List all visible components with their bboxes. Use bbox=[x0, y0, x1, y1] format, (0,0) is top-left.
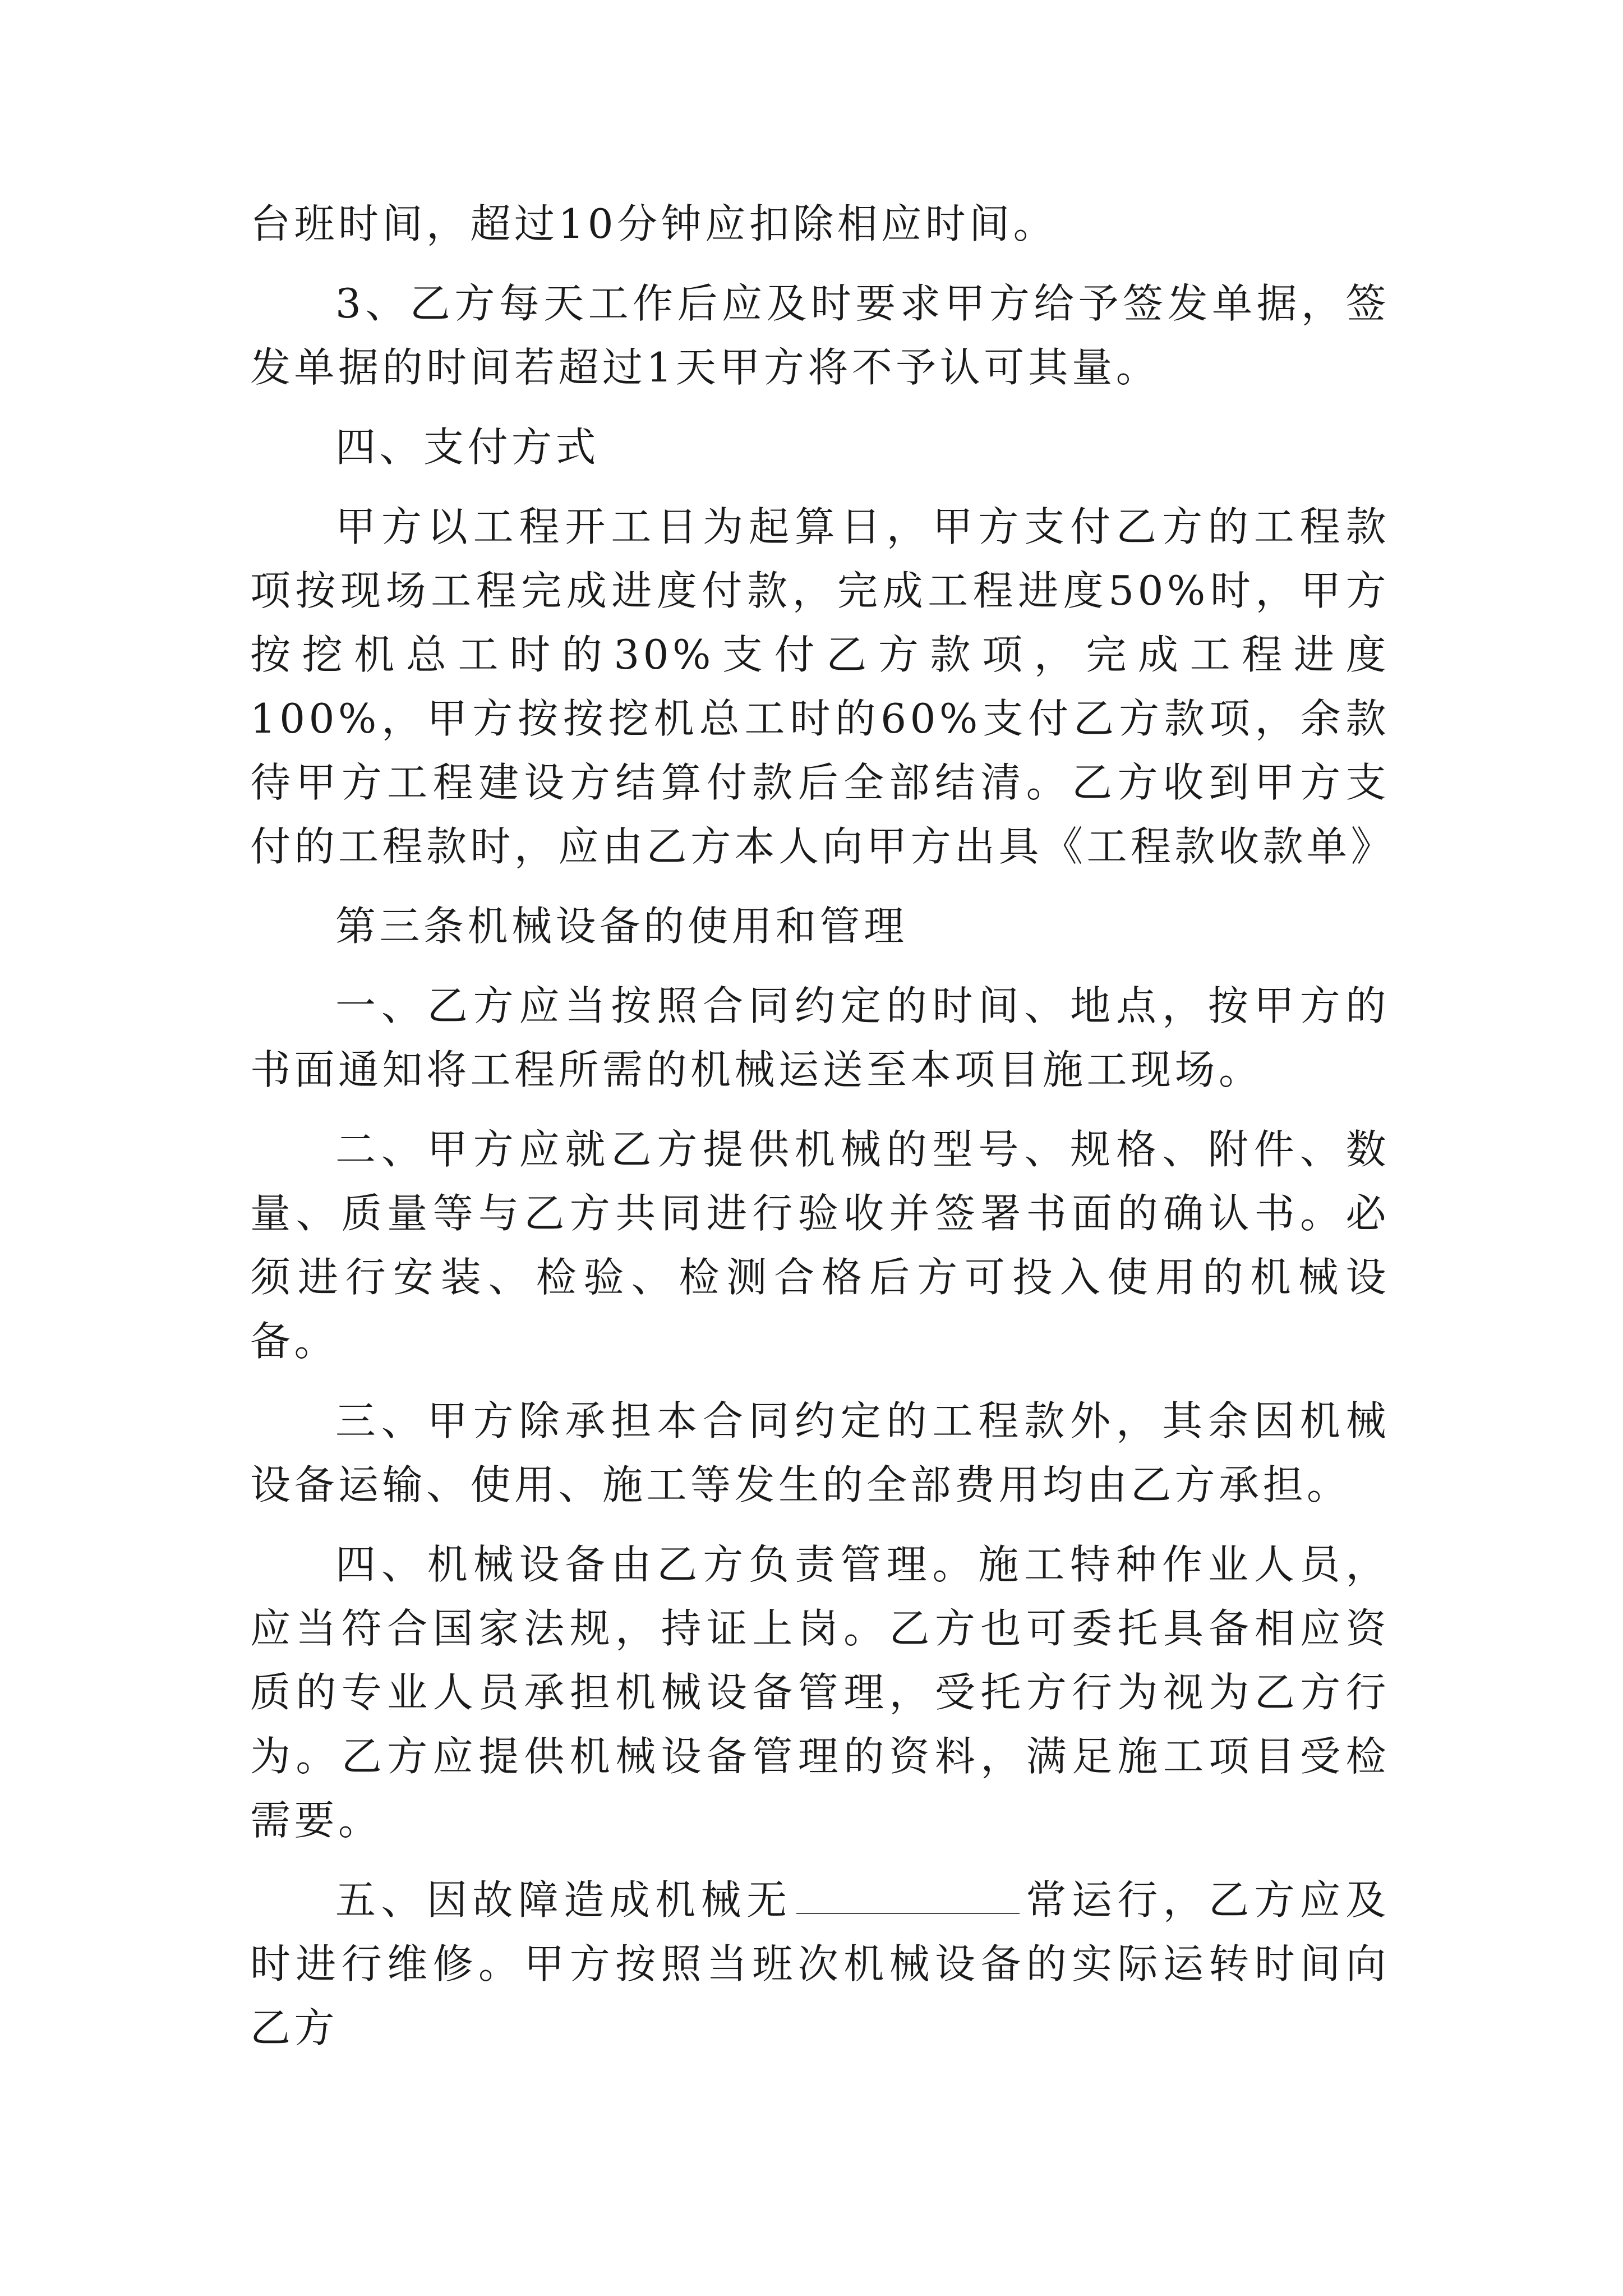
paragraph-item-1: 一、乙方应当按照合同约定的时间、地点，按甲方的书面通知将工程所需的机械运送至本项目施工现场。 bbox=[250, 982, 1390, 1093]
section-heading-payment: 四、支付方式 bbox=[335, 424, 600, 471]
paragraph-clause-3: 3、乙方每天工作后应及时要求甲方给予签发单据，签发单据的时间若超过1天甲方将不予认可其量。 bbox=[250, 280, 1390, 391]
fill-in-blank[interactable] bbox=[796, 1872, 1020, 1914]
paragraph-item-5-start: 五、因故障造成机械无 bbox=[335, 1876, 792, 1924]
paragraph-payment-terms: 甲方以工程开工日为起算日，甲方支付乙方的工程款项按现场工程完成进度付款，完成工程进度50%时，甲方按挖机总工时的30%支付乙方款项，完成工程进度100%，甲方按按挖机总工时的60%支付乙方款项，余款待甲方工程建设方结算付款后全部结清。乙方收到甲方支付的工程款时，应由乙方本人向甲方出具《工程款收款单》 bbox=[250, 503, 1395, 870]
paragraph-item-2: 二、甲方应就乙方提供机械的型号、规格、附件、数量、质量等与乙方共同进行验收并签署书面的确认书。必须进行安装、检验、检测合格后方可投入使用的机械设备。 bbox=[250, 1126, 1390, 1365]
paragraph-item-5 bbox=[250, 1868, 1390, 2060]
paragraph-item-5-end: 常运行，乙方应及时进行维修。甲方按照当班次机械设备的实际运转时间向乙方 bbox=[250, 1876, 1390, 2051]
paragraph-continuation: 台班时间，超过10分钟应扣除相应时间。 bbox=[250, 200, 1058, 247]
paragraph-item-3: 三、甲方除承担本合同约定的工程款外，其余因机械设备运输、使用、施工等发生的全部费用均由乙方承担。 bbox=[250, 1397, 1390, 1508]
document-body bbox=[250, 192, 1395, 2076]
paragraph-item-4: 四、机械设备由乙方负责管理。施工特种作业人员，应当符合国家法规，持证上岗。乙方也可委托具备相应资质的专业人员承担机械设备管理，受托方行为视为乙方行为。乙方应提供机械设备管理的资料，满足施工项目受检需要。 bbox=[250, 1541, 1390, 1844]
article-heading-3: 第三条机械设备的使用和管理 bbox=[335, 903, 908, 950]
